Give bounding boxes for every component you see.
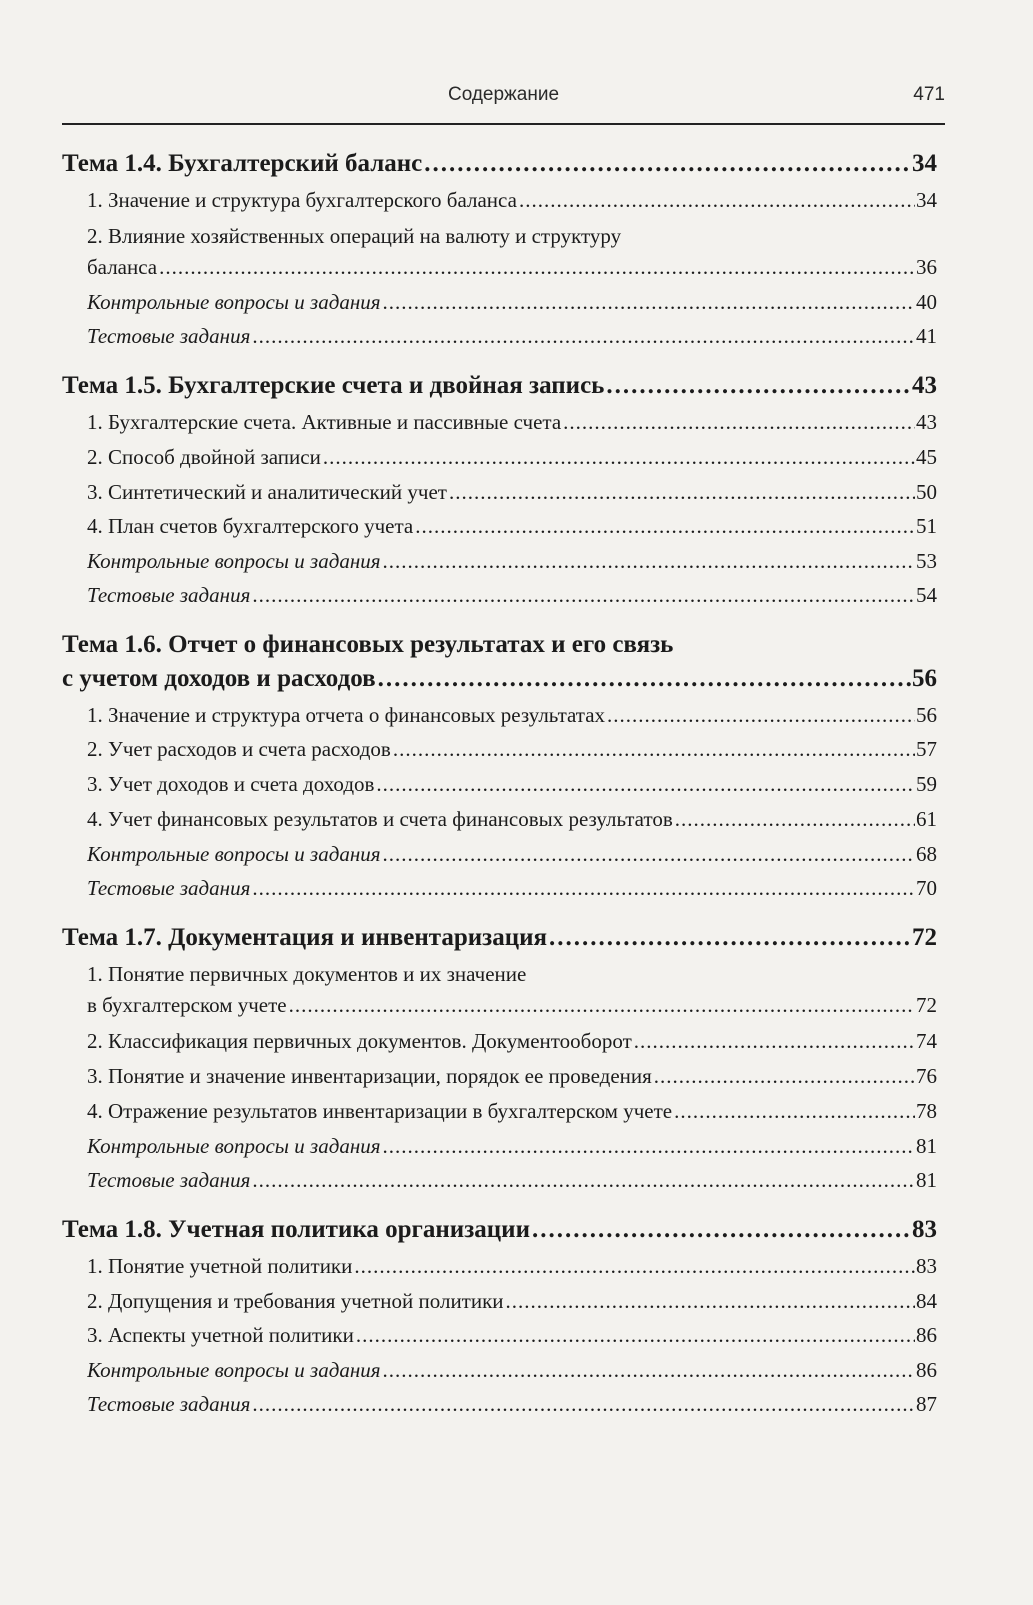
entry-page: 86 (916, 1358, 937, 1382)
entry-title-line1[interactable]: 1. Понятие первичных документов и их значение (87, 962, 527, 986)
dot-leader (323, 445, 915, 470)
entry-page: 78 (916, 1099, 937, 1123)
dot-leader (252, 324, 915, 349)
dot-leader (252, 1168, 915, 1193)
dot-leader (607, 703, 915, 728)
entry-page: 72 (916, 993, 937, 1017)
entry-title: 2. Учет расходов и счета расходов (87, 737, 391, 761)
dot-leader (449, 480, 915, 505)
dot-leader (356, 1323, 915, 1348)
entry-page: 54 (916, 583, 937, 607)
running-head-title: Содержание (447, 84, 560, 105)
entry-title: 1. Понятие учетной политики (87, 1254, 353, 1278)
dot-leader (252, 876, 915, 901)
topic-page: 56 (912, 665, 937, 692)
entry-title: Контрольные вопросы и задания (87, 290, 381, 314)
entry-page: 84 (916, 1289, 937, 1313)
toc-entry[interactable] (87, 514, 937, 542)
entry-title: Тестовые задания (87, 583, 251, 607)
dot-leader (383, 549, 915, 574)
entry-title: 2. Классификация первичных документов. Документооборот (87, 1029, 632, 1053)
toc-entry[interactable] (87, 993, 937, 1021)
entry-title: Контрольные вопросы и задания (87, 1134, 381, 1158)
toc-entry[interactable] (87, 480, 937, 508)
entry-title: 4. Учет финансовых результатов и счета финансовых результатов (87, 807, 673, 831)
entry-title: 1. Значение и структура отчета о финансовых результатах (87, 703, 606, 727)
dot-leader (354, 1254, 915, 1279)
toc-entry[interactable] (87, 1392, 937, 1420)
dot-leader (563, 410, 915, 435)
toc-topic[interactable] (62, 150, 937, 182)
toc-entry[interactable] (87, 737, 937, 765)
dot-leader (519, 188, 915, 213)
dot-leader (506, 1289, 915, 1314)
toc-entry[interactable] (87, 188, 937, 216)
toc-entry[interactable] (87, 324, 937, 352)
entry-title: 3. Синтетический и аналитический учет (87, 480, 447, 504)
topic-title: Тема 1.5. Бухгалтерские счета и двойная запись (62, 372, 605, 399)
page-number: 471 (913, 84, 945, 105)
entry-title: Контрольные вопросы и задания (87, 1358, 381, 1382)
entry-title: Тестовые задания (87, 1168, 251, 1192)
topic-title: Тема 1.4. Бухгалтерский баланс (62, 150, 423, 177)
entry-page: 53 (916, 549, 937, 573)
dot-leader (606, 372, 911, 400)
dot-leader (159, 255, 915, 280)
dot-leader (383, 1358, 915, 1383)
toc-entry[interactable] (87, 549, 937, 577)
dot-leader (252, 1392, 915, 1417)
dot-leader (415, 514, 915, 539)
topic-page: 83 (912, 1216, 937, 1243)
entry-title: 4. План счетов бухгалтерского учета (87, 514, 414, 538)
entry-page: 76 (916, 1064, 937, 1088)
topic-page: 34 (912, 150, 937, 177)
entry-title: 2. Способ двойной записи (87, 445, 321, 469)
entry-title-line1[interactable]: 2. Влияние хозяйственных операций на валюту и структуру (87, 224, 622, 248)
dot-leader (393, 737, 915, 762)
toc-entry[interactable] (87, 290, 937, 318)
toc-entry[interactable] (87, 807, 937, 835)
dot-leader (674, 1099, 915, 1124)
toc-entry[interactable] (87, 1168, 937, 1196)
toc-topic[interactable] (62, 924, 937, 956)
entry-page: 59 (916, 772, 937, 796)
dot-leader (654, 1064, 915, 1089)
toc-entry[interactable] (87, 1134, 937, 1162)
dot-leader (532, 1216, 911, 1244)
toc-entry[interactable] (87, 1254, 937, 1282)
dot-leader (383, 290, 915, 315)
dot-leader (289, 993, 915, 1018)
entry-page: 81 (916, 1168, 937, 1192)
topic-title: с учетом доходов и расходов (62, 665, 376, 692)
entry-page: 50 (916, 480, 937, 504)
entry-page: 68 (916, 842, 937, 866)
topic-page: 43 (912, 372, 937, 399)
topic-title-line1[interactable]: Тема 1.6. Отчет о финансовых результатах и его связь (62, 631, 674, 658)
entry-page: 57 (916, 737, 937, 761)
dot-leader (424, 150, 911, 178)
toc-entry[interactable] (87, 842, 937, 870)
entry-title: 1. Значение и структура бухгалтерского баланса (87, 188, 517, 212)
toc-entry[interactable] (87, 255, 937, 283)
toc-entry[interactable] (87, 703, 937, 731)
entry-page: 45 (916, 445, 937, 469)
entry-title: 2. Допущения и требования учетной политики (87, 1289, 504, 1313)
toc-entry[interactable] (87, 1099, 937, 1127)
entry-title: Тестовые задания (87, 1392, 251, 1416)
topic-title: Тема 1.7. Документация и инвентаризация (62, 924, 548, 951)
entry-page: 43 (916, 410, 937, 434)
entry-title: баланса (87, 255, 158, 279)
toc-entry[interactable] (87, 1289, 937, 1317)
entry-title: Тестовые задания (87, 324, 251, 348)
entry-title: в бухгалтерском учете (87, 993, 287, 1017)
entry-page: 51 (916, 514, 937, 538)
dot-leader (383, 842, 915, 867)
dot-leader (376, 772, 915, 797)
dot-leader (549, 924, 911, 952)
toc-entry[interactable] (87, 445, 937, 473)
entry-title: 3. Аспекты учетной политики (87, 1323, 354, 1347)
entry-page: 36 (916, 255, 937, 279)
entry-page: 83 (916, 1254, 937, 1278)
toc-entry[interactable] (87, 876, 937, 904)
toc-entry[interactable] (87, 772, 937, 800)
toc-entry[interactable] (87, 1064, 937, 1092)
entry-page: 74 (916, 1029, 937, 1053)
dot-leader (675, 807, 915, 832)
toc-entry[interactable] (87, 1029, 937, 1057)
toc-entry[interactable] (87, 583, 937, 611)
topic-page: 72 (912, 924, 937, 951)
entry-page: 40 (916, 290, 937, 314)
toc-entry[interactable] (87, 1358, 937, 1386)
entry-page: 86 (916, 1323, 937, 1347)
dot-leader (383, 1134, 915, 1159)
entry-page: 87 (916, 1392, 937, 1416)
entry-title: Тестовые задания (87, 876, 251, 900)
entry-title: 3. Понятие и значение инвентаризации, порядок ее проведения (87, 1064, 652, 1088)
entry-page: 61 (916, 807, 937, 831)
entry-page: 34 (916, 188, 937, 212)
topic-title: Тема 1.8. Учетная политика организации (62, 1216, 530, 1243)
entry-title: 4. Отражение результатов инвентаризации в бухгалтерском учете (87, 1099, 673, 1123)
toc-entry[interactable] (87, 1323, 937, 1351)
entry-title: 3. Учет доходов и счета доходов (87, 772, 375, 796)
dot-leader (252, 583, 915, 608)
entry-title: Контрольные вопросы и задания (87, 842, 381, 866)
dot-leader (378, 665, 911, 693)
toc-topic[interactable] (62, 372, 937, 404)
entry-title: 1. Бухгалтерские счета. Активные и пассивные счета (87, 410, 562, 434)
toc-topic[interactable] (62, 665, 937, 697)
toc-entry[interactable] (87, 410, 937, 438)
dot-leader (634, 1029, 915, 1054)
entry-page: 41 (916, 324, 937, 348)
entry-page: 70 (916, 876, 937, 900)
toc-topic[interactable] (62, 1216, 937, 1248)
entry-title: Контрольные вопросы и задания (87, 549, 381, 573)
entry-page: 56 (916, 703, 937, 727)
entry-page: 81 (916, 1134, 937, 1158)
